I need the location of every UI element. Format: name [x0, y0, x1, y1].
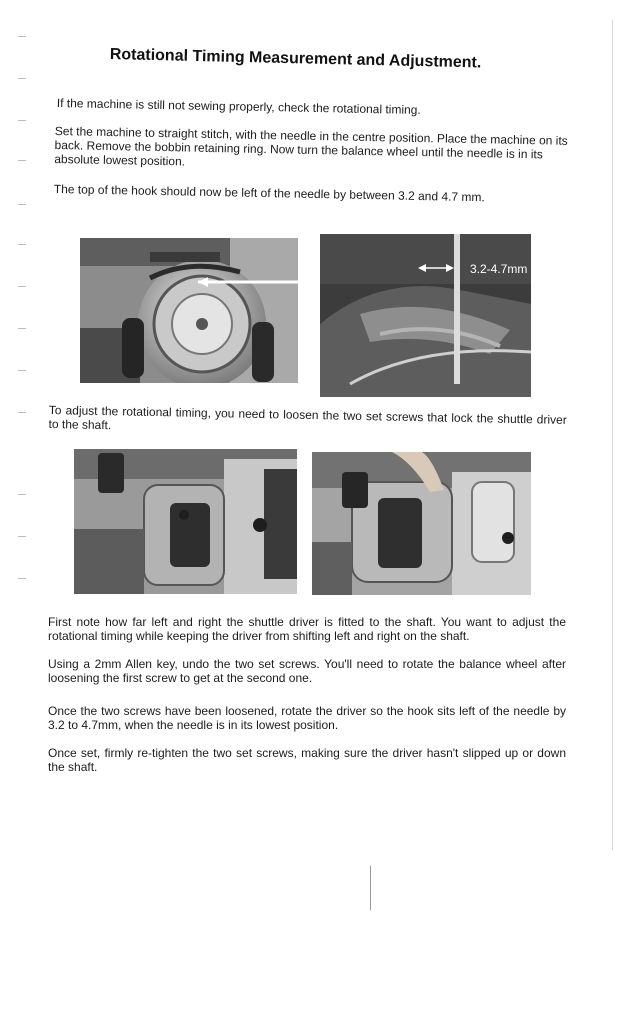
page-edge: [612, 20, 613, 850]
binder-mark: [18, 204, 26, 205]
binder-mark: [18, 328, 26, 329]
binder-mark: [18, 494, 26, 495]
paragraph-loosen-screws: To adjust the rotational timing, you need to loosen the two set screws that lock the shuttle driver to the shaft.: [48, 403, 567, 433]
paragraph-driver-position: First note how far left and right the shuttle driver is fitted to the shaft. You want to adjust the rotational timing while keeping the driver from shifting left and right on the shaft.: [48, 615, 566, 643]
binder-mark: [18, 36, 26, 37]
binder-mark: [18, 78, 26, 79]
measurement-label: 3.2-4.7mm: [470, 262, 528, 276]
binder-mark: [18, 370, 26, 371]
page-title: Rotational Timing Measurement and Adjustment.: [109, 46, 482, 72]
paragraph-setup-machine: Set the machine to straight stitch, with the needle in the centre position. Place the machine on its back. Remove the bobbin retaining ring. Now turn the balance wheel until the needle is in its absolute lowest position.: [54, 124, 568, 169]
scan-artifact-line: [370, 866, 371, 910]
binder-mark: [18, 578, 26, 579]
paragraph-hook-position: The top of the hook should now be left of the needle by between 3.2 and 4.7 mm.: [53, 182, 485, 205]
photo-shuttle-driver-right: [312, 452, 531, 595]
binder-mark: [18, 244, 26, 245]
photo-needle-closeup: [320, 234, 531, 397]
binder-mark: [18, 120, 26, 121]
photo-shuttle-driver-left: [74, 449, 297, 594]
binder-mark: [18, 536, 26, 537]
binder-mark: [18, 160, 26, 161]
paragraph-rotate-driver: Once the two screws have been loosened, rotate the driver so the hook sits left of the needle by 3.2 to 4.7mm, when the needle is in its lowest position.: [48, 704, 566, 732]
binder-mark: [18, 412, 26, 413]
paragraph-check-timing: If the machine is still not sewing properly, check the rotational timing.: [56, 96, 421, 117]
photo-hook-assembly: [80, 238, 298, 383]
paragraph-retighten: Once set, firmly re-tighten the two set screws, making sure the driver hasn't slipped up or down the shaft.: [48, 746, 566, 774]
binder-mark: [18, 286, 26, 287]
paragraph-allen-key: Using a 2mm Allen key, undo the two set screws. You'll need to rotate the balance wheel after loosening the first screw to get at the second one.: [48, 657, 566, 685]
